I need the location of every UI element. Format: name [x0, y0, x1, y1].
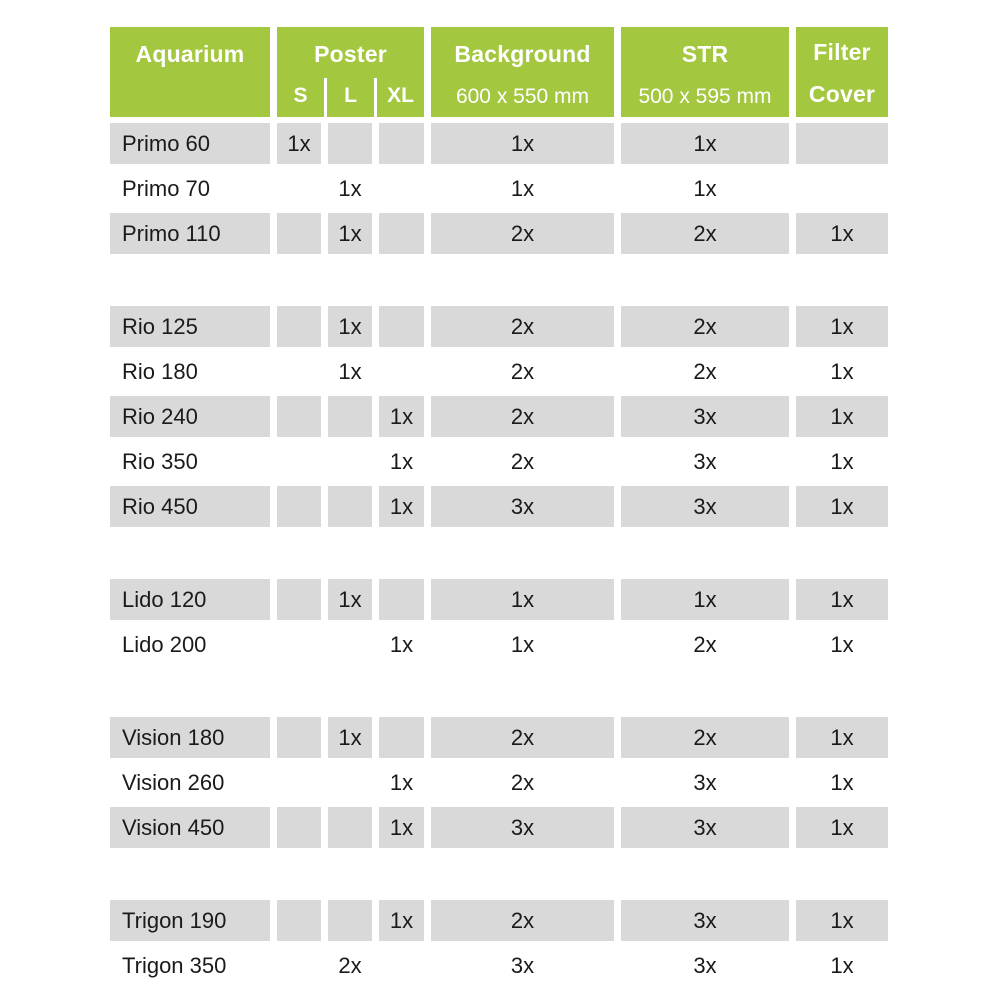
str-cell: 2x — [621, 717, 789, 758]
str-cell: 1x — [621, 123, 789, 164]
poster-s-cell — [277, 762, 321, 803]
header-poster-sizes — [277, 78, 424, 117]
str-cell: 1x — [621, 579, 789, 620]
background-cell: 2x — [431, 213, 614, 254]
table-row — [110, 943, 888, 988]
aquarium-name-cell: Rio 450 — [110, 486, 270, 527]
table-row — [110, 760, 888, 805]
str-cell: 2x — [693, 359, 717, 384]
poster-l-cell — [328, 123, 372, 164]
header-str-label: STR — [681, 41, 729, 67]
filter-cover-cell: 1x — [796, 900, 888, 941]
filter-cover-cell: 1x — [796, 486, 888, 527]
background-cell: 2x — [431, 306, 614, 347]
poster-l-cell — [328, 441, 372, 482]
poster-s-cell — [277, 945, 321, 986]
table-row — [110, 121, 888, 166]
table-row — [110, 166, 888, 211]
header-str — [621, 27, 789, 117]
header-poster — [277, 27, 424, 117]
table-row — [110, 805, 888, 850]
poster-s-cell — [277, 351, 321, 392]
poster-s-cell — [277, 624, 321, 665]
poster-l-cell: 1x — [328, 579, 372, 620]
str-cell: 3x — [621, 396, 789, 437]
section-gap — [110, 667, 888, 715]
str-cell: 3x — [621, 807, 789, 848]
poster-xl-cell — [379, 945, 424, 986]
header-size-xl: XL — [387, 84, 414, 107]
header-str-dimensions: 500 x 595 mm — [638, 85, 772, 108]
table-row — [110, 622, 888, 667]
poster-xl-cell: 1x — [389, 770, 414, 795]
str-cell: 3x — [693, 449, 717, 474]
filter-cover-cell: 1x — [830, 632, 854, 657]
background-cell: 3x — [431, 807, 614, 848]
background-cell: 1x — [510, 632, 535, 657]
background-cell: 2x — [431, 717, 614, 758]
table-row — [110, 715, 888, 760]
poster-l-cell: 1x — [328, 717, 372, 758]
poster-l-cell — [328, 624, 372, 665]
header-cover-label: Cover — [808, 81, 876, 107]
aquarium-name-cell: Trigon 350 — [122, 953, 227, 978]
table-row — [110, 439, 888, 484]
str-cell: 3x — [621, 486, 789, 527]
str-cell: 2x — [693, 632, 717, 657]
aquarium-name-cell: Trigon 190 — [110, 900, 270, 941]
background-cell: 2x — [510, 359, 535, 384]
header-poster-label: Poster — [314, 41, 387, 67]
table-row — [110, 484, 888, 529]
filter-cover-cell — [796, 123, 888, 164]
str-cell: 2x — [621, 213, 789, 254]
background-cell: 2x — [510, 449, 535, 474]
header-background-label: Background — [454, 41, 591, 67]
poster-xl-cell: 1x — [379, 486, 424, 527]
poster-s-cell — [277, 486, 321, 527]
header-background-dimensions: 600 x 550 mm — [455, 85, 590, 108]
table-body — [110, 121, 888, 988]
background-cell: 3x — [431, 486, 614, 527]
background-cell: 2x — [431, 900, 614, 941]
poster-s-cell — [277, 579, 321, 620]
poster-xl-cell — [379, 717, 424, 758]
filter-cover-cell: 1x — [830, 953, 854, 978]
aquarium-name-cell: Rio 125 — [110, 306, 270, 347]
poster-s-cell — [277, 900, 321, 941]
str-cell: 3x — [621, 900, 789, 941]
table-row — [110, 349, 888, 394]
filter-cover-cell: 1x — [796, 306, 888, 347]
aquarium-name-cell: Primo 60 — [110, 123, 270, 164]
poster-xl-cell — [379, 213, 424, 254]
poster-l-cell: 1x — [338, 359, 362, 384]
str-cell: 1x — [693, 176, 717, 201]
filter-cover-cell: 1x — [830, 770, 854, 795]
poster-xl-cell: 1x — [389, 449, 414, 474]
poster-xl-cell — [379, 579, 424, 620]
aquarium-name-cell: Rio 240 — [110, 396, 270, 437]
poster-l-cell: 1x — [328, 213, 372, 254]
poster-l-cell — [328, 396, 372, 437]
header-filter-cover — [796, 27, 888, 117]
background-cell: 1x — [431, 579, 614, 620]
section-gap — [110, 256, 888, 304]
aquarium-name-cell: Lido 200 — [122, 632, 207, 657]
header-aquarium — [110, 27, 270, 117]
aquarium-compatibility-table — [110, 27, 888, 988]
poster-l-cell — [328, 762, 372, 803]
str-cell: 3x — [693, 770, 717, 795]
str-cell: 2x — [621, 306, 789, 347]
poster-xl-cell: 1x — [379, 900, 424, 941]
poster-l-cell — [328, 807, 372, 848]
filter-cover-cell: 1x — [796, 579, 888, 620]
background-cell: 1x — [431, 123, 614, 164]
poster-l-cell: 1x — [328, 306, 372, 347]
background-cell: 2x — [431, 396, 614, 437]
filter-cover-cell: 1x — [830, 359, 854, 384]
poster-s-cell — [277, 213, 321, 254]
background-cell: 2x — [510, 770, 535, 795]
poster-s-cell — [277, 306, 321, 347]
aquarium-name-cell: Vision 450 — [110, 807, 270, 848]
aquarium-name-cell: Rio 180 — [122, 359, 198, 384]
filter-cover-cell: 1x — [830, 449, 854, 474]
poster-xl-cell — [379, 123, 424, 164]
section-gap — [110, 529, 888, 577]
table-header — [110, 27, 888, 117]
poster-s-cell — [277, 441, 321, 482]
poster-xl-cell — [379, 351, 424, 392]
header-filter-label: Filter — [813, 39, 871, 65]
aquarium-name-cell: Primo 70 — [122, 176, 211, 201]
header-background — [431, 27, 614, 117]
background-cell: 3x — [510, 953, 535, 978]
poster-xl-cell — [379, 168, 424, 209]
aquarium-name-cell: Rio 350 — [122, 449, 198, 474]
poster-s-cell — [277, 717, 321, 758]
header-size-l: L — [344, 84, 357, 107]
poster-xl-cell: 1x — [379, 807, 424, 848]
poster-xl-cell: 1x — [379, 396, 424, 437]
poster-l-cell: 2x — [338, 953, 362, 978]
aquarium-name-cell: Primo 110 — [110, 213, 270, 254]
poster-s-cell — [277, 396, 321, 437]
filter-cover-cell: 1x — [796, 807, 888, 848]
filter-cover-cell: 1x — [796, 213, 888, 254]
poster-l-cell — [328, 486, 372, 527]
section-gap — [110, 850, 888, 898]
aquarium-name-cell: Lido 120 — [110, 579, 270, 620]
background-cell: 1x — [510, 176, 535, 201]
poster-s-cell: 1x — [277, 123, 321, 164]
filter-cover-cell — [796, 168, 888, 209]
poster-xl-cell — [379, 306, 424, 347]
poster-s-cell — [277, 168, 321, 209]
header-aquarium-label: Aquarium — [135, 41, 245, 67]
aquarium-name-cell: Vision 260 — [122, 770, 225, 795]
header-size-s: S — [293, 84, 308, 107]
poster-s-cell — [277, 807, 321, 848]
table-row — [110, 211, 888, 256]
str-cell: 3x — [693, 953, 717, 978]
poster-l-cell: 1x — [338, 176, 362, 201]
table-row — [110, 898, 888, 943]
poster-l-cell — [328, 900, 372, 941]
poster-xl-cell: 1x — [389, 632, 414, 657]
table-row — [110, 394, 888, 439]
table-row — [110, 304, 888, 349]
filter-cover-cell: 1x — [796, 717, 888, 758]
table-row — [110, 577, 888, 622]
filter-cover-cell: 1x — [796, 396, 888, 437]
aquarium-name-cell: Vision 180 — [110, 717, 270, 758]
